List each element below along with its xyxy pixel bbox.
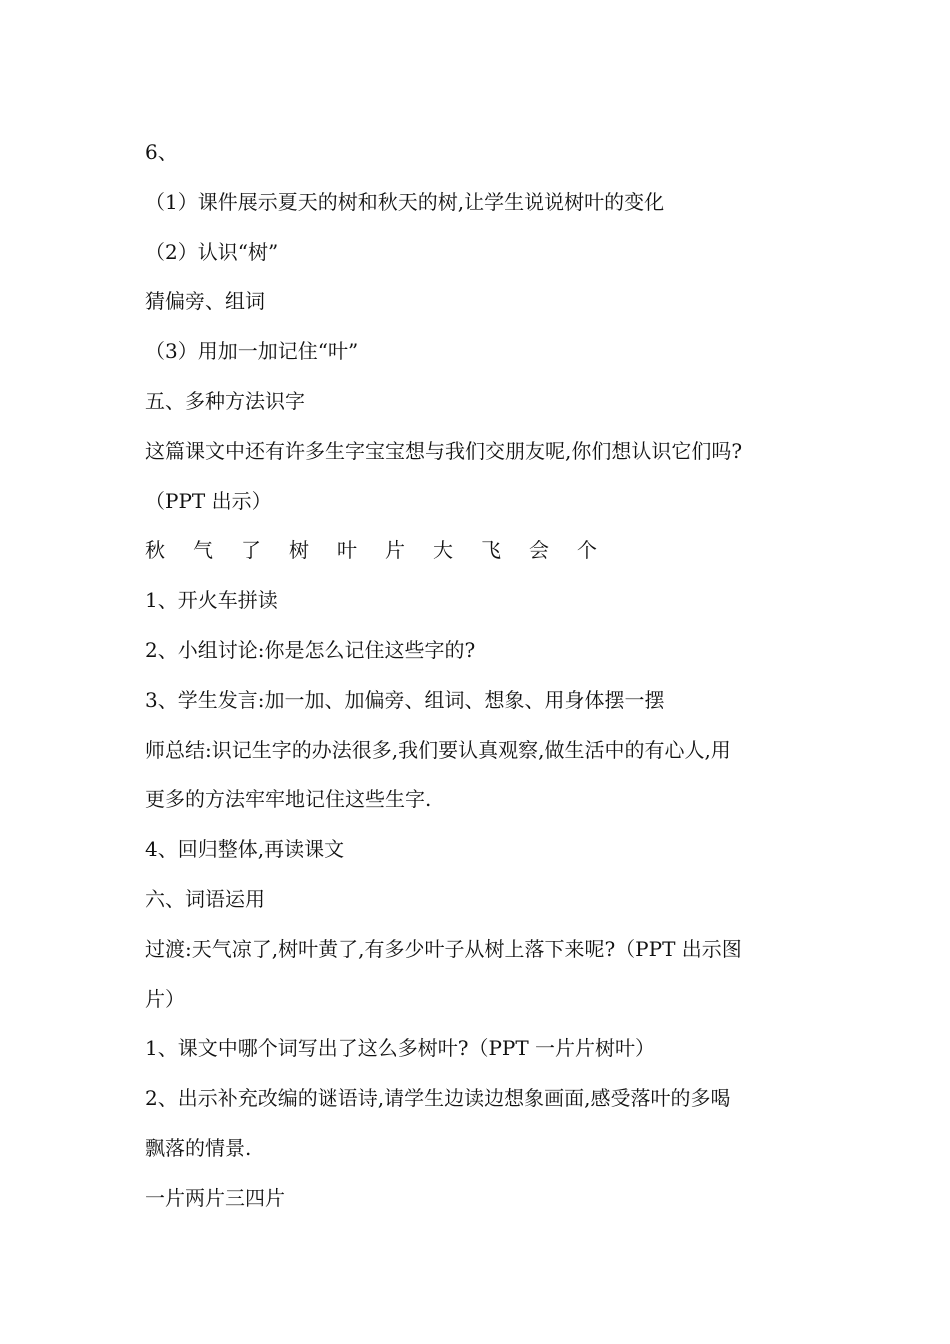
text-line: 1、课文中哪个词写出了这么多树叶?（PPT 一片片树叶）	[145, 1036, 656, 1061]
character: 大	[433, 538, 453, 563]
document-body	[145, 128, 825, 1224]
text-line: 2、出示补充改编的谜语诗,请学生边读边想象画面,感受落叶的多喝	[145, 1086, 731, 1111]
character: 了	[241, 538, 261, 563]
character: 飞	[481, 538, 501, 563]
character: 树	[289, 538, 309, 563]
text-line: 过渡:天气凉了,树叶黄了,有多少叶子从树上落下来呢?（PPT 出示图	[145, 936, 742, 961]
text-line: 4、回归整体,再读课文	[145, 837, 345, 862]
text-line: 1、开火车拼读	[145, 588, 278, 613]
text-line: 6、	[145, 140, 178, 164]
section-heading: 六、词语运用	[145, 886, 265, 911]
text-line: （3）用加一加记住“叶”	[145, 339, 359, 364]
text-line: 2、小组讨论:你是怎么记住这些字的?	[145, 637, 476, 662]
text-line: （PPT 出示）	[145, 488, 272, 513]
text-line: 一片两片三四片	[145, 1185, 285, 1210]
text-line: 3、学生发言:加一加、加偏旁、组词、想象、用身体摆一摆	[145, 687, 665, 712]
text-line: （1）课件展示夏天的树和秋天的树,让学生说说树叶的变化	[145, 189, 665, 214]
text-line: 这篇课文中还有许多生字宝宝想与我们交朋友呢,你们想认识它们吗?	[145, 438, 743, 463]
character: 气	[193, 538, 213, 563]
character: 秋	[145, 538, 165, 563]
text-line: （2）认识“树”	[145, 239, 279, 264]
character: 叶	[337, 538, 357, 563]
character: 个	[577, 538, 597, 563]
new-characters-row	[145, 526, 825, 576]
text-line: 猜偏旁、组词	[145, 289, 265, 314]
character: 会	[529, 538, 549, 563]
text-line: 飘落的情景.	[145, 1135, 252, 1160]
text-line: 师总结:识记生字的办法很多,我们要认真观察,做生活中的有心人,用	[145, 737, 731, 762]
text-line: 更多的方法牢牢地记住这些生字.	[145, 787, 432, 812]
character: 片	[385, 538, 405, 563]
section-heading: 五、多种方法识字	[145, 388, 305, 413]
text-line: 片）	[145, 986, 185, 1011]
